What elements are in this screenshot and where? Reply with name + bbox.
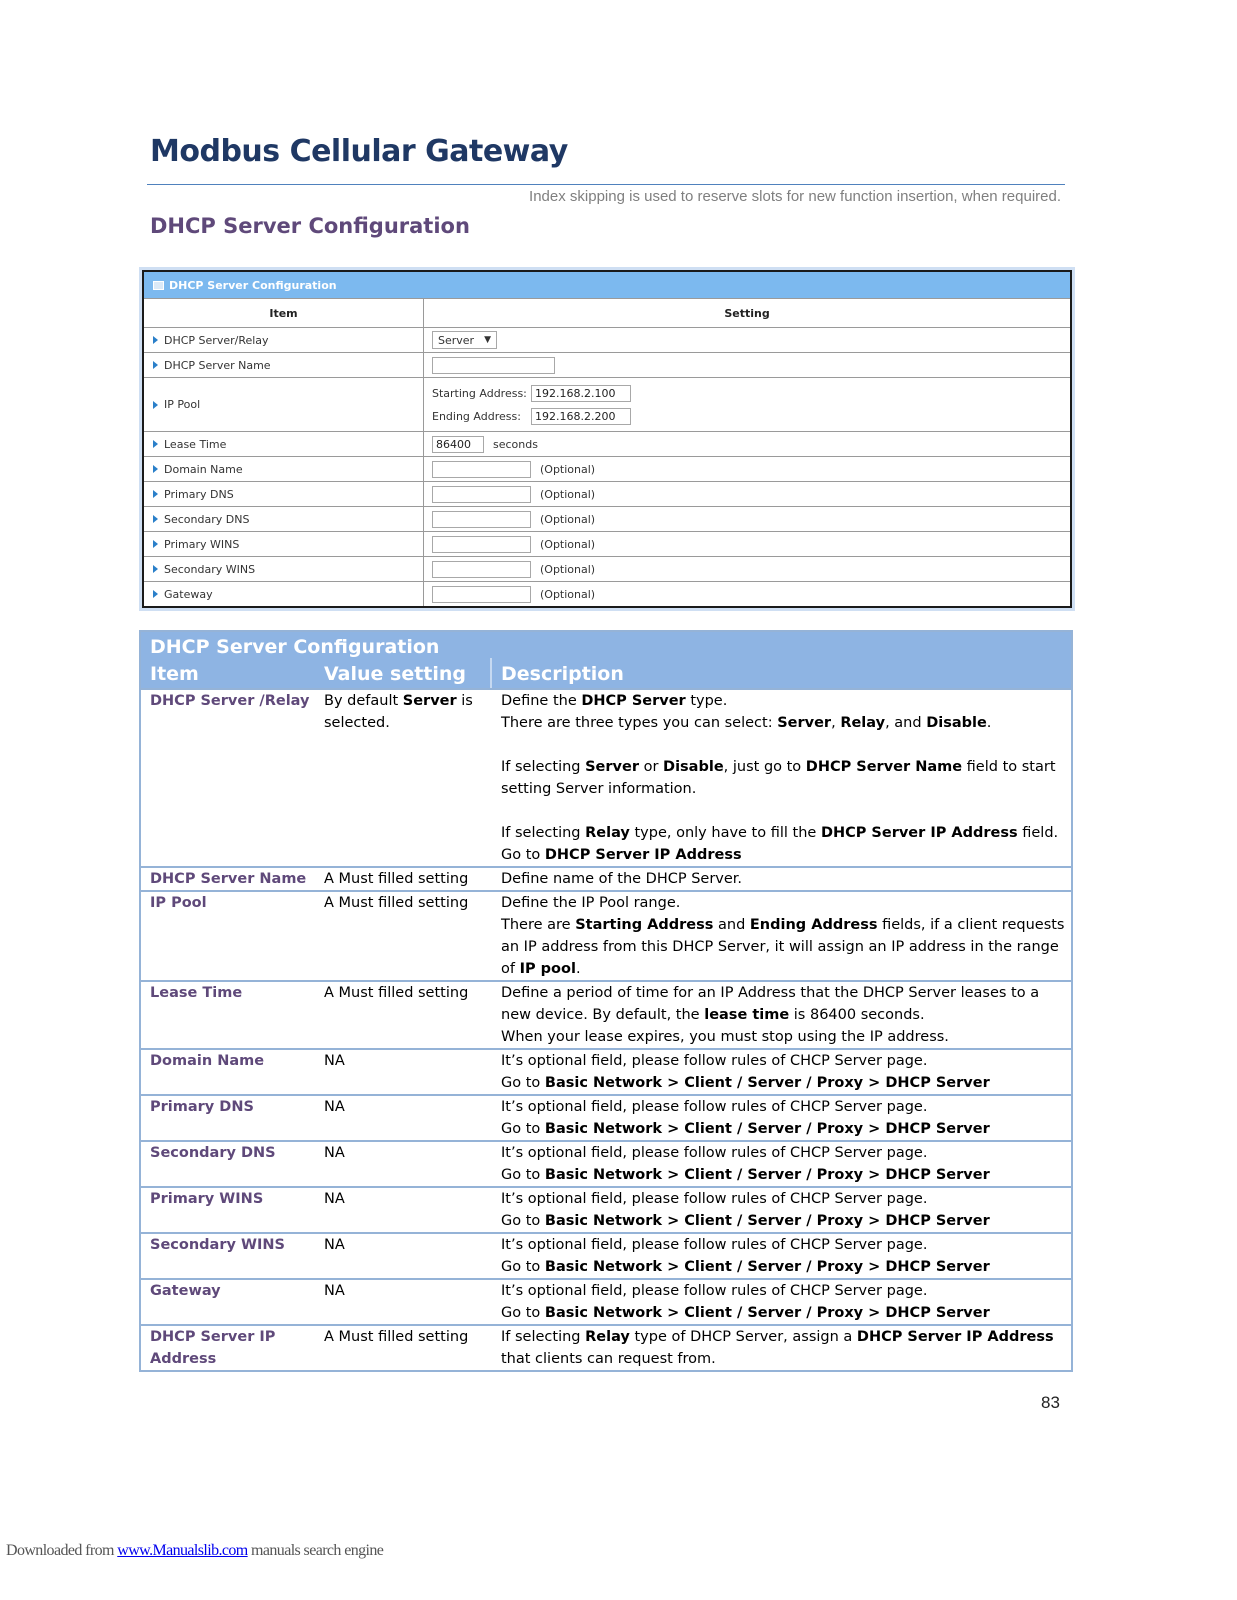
value-setting: NA	[324, 1053, 345, 1069]
value-setting: NA	[324, 1191, 345, 1207]
description: It’s optional field, please follow rules of CHCP Server page. Go to Basic Network > Client / Server / Proxy > DHCP Server	[501, 1283, 990, 1321]
description: Define a period of time for an IP Address that the DHCP Server leases to a new device. By default, the lease time is 86400 seconds. When your lease expires, you must stop using the IP address.	[501, 985, 1040, 1045]
item-name: Primary DNS	[150, 1099, 254, 1115]
row-dhcp-server-name	[144, 352, 1070, 377]
optional-hint: (Optional)	[540, 462, 596, 476]
panel-header	[144, 272, 1070, 298]
row-secondary-wins	[144, 556, 1070, 581]
secondary-wins-input[interactable]	[432, 561, 531, 578]
row-label: Primary WINS	[164, 537, 240, 551]
gateway-input[interactable]	[432, 586, 531, 603]
row-dhcp-server-relay	[144, 327, 1070, 352]
row-label: DHCP Server Name	[164, 358, 271, 372]
row-label: IP Pool	[164, 398, 201, 411]
description: It’s optional field, please follow rules of CHCP Server page. Go to Basic Network > Client / Server / Proxy > DHCP Server	[501, 1145, 990, 1183]
section-title: DHCP Server Configuration	[150, 214, 470, 238]
primary-dns-input[interactable]	[432, 486, 531, 503]
row-label: Primary DNS	[164, 487, 234, 501]
description: If selecting Relay type of DHCP Server, assign a DHCP Server IP Address that clients can request from.	[501, 1329, 1054, 1367]
description: It’s optional field, please follow rules of CHCP Server page. Go to Basic Network > Client / Server / Proxy > DHCP Server	[501, 1053, 990, 1091]
table-title: DHCP Server Configuration	[150, 636, 440, 658]
value-setting: By default Server is selected.	[324, 693, 473, 731]
row-label: Gateway	[164, 587, 213, 601]
col-value-setting: Value setting	[315, 658, 492, 688]
caret-right-icon	[153, 336, 158, 344]
table-header	[141, 632, 1071, 688]
item-name: Secondary WINS	[150, 1237, 285, 1253]
row-lease-time	[144, 431, 1070, 456]
dropdown-arrow-icon: ▼	[484, 335, 491, 345]
value-setting: A Must filled setting	[324, 895, 469, 911]
panel-icon	[153, 281, 164, 290]
title-divider	[147, 184, 1065, 185]
panel-col-item: Item	[144, 299, 424, 327]
lease-time-input[interactable]: 86400	[432, 436, 484, 453]
table-row-lease-time	[141, 980, 1071, 1048]
dhcp-mode-select[interactable]	[432, 331, 497, 349]
caret-right-icon	[153, 361, 158, 369]
item-name: IP Pool	[150, 895, 207, 911]
select-value: Server	[438, 333, 475, 347]
item-name: Gateway	[150, 1283, 221, 1299]
row-primary-dns	[144, 481, 1070, 506]
caret-right-icon	[153, 540, 158, 548]
row-label: DHCP Server/Relay	[164, 333, 269, 347]
caret-right-icon	[153, 440, 158, 448]
secondary-dns-input[interactable]	[432, 511, 531, 528]
description: Define the DHCP Server type. There are three types you can select: Server, Relay, and Disable. If selecting Server or Disable, just go to DHCP Server Name field to start setting Server information. If selecting Relay type, only have to fill the DHCP Server IP Address field. Go to DHCP Server IP Address	[501, 693, 1059, 863]
primary-wins-input[interactable]	[432, 536, 531, 553]
item-name: Lease Time	[150, 985, 243, 1001]
table-row-secondary-wins	[141, 1232, 1071, 1278]
description: It’s optional field, please follow rules of CHCP Server page. Go to Basic Network > Client / Server / Proxy > DHCP Server	[501, 1191, 990, 1229]
optional-hint: (Optional)	[540, 537, 596, 551]
end-address-label: Ending Address:	[432, 409, 521, 423]
description: Define name of the DHCP Server.	[501, 871, 743, 887]
caret-right-icon	[153, 490, 158, 498]
table-row-primary-wins	[141, 1186, 1071, 1232]
value-setting: A Must filled setting	[324, 1329, 469, 1345]
value-setting: NA	[324, 1145, 345, 1161]
description: It’s optional field, please follow rules of CHCP Server page. Go to Basic Network > Client / Server / Proxy > DHCP Server	[501, 1099, 990, 1137]
table-row-dhcp-server-ip-address	[141, 1324, 1071, 1370]
item-name: Domain Name	[150, 1053, 265, 1069]
item-name: DHCP Server IP Address	[150, 1329, 276, 1367]
row-label: Domain Name	[164, 462, 243, 476]
row-label: Secondary WINS	[164, 562, 256, 576]
description: Define the IP Pool range. There are Starting Address and Ending Address fields, if a client requests an IP address from this DHCP Server, it will assign an IP address in the range of IP pool.	[501, 895, 1065, 977]
description-table	[139, 630, 1073, 1372]
caret-right-icon	[153, 565, 158, 573]
row-domain-name	[144, 456, 1070, 481]
row-label: Lease Time	[164, 437, 227, 451]
lease-time-unit: seconds	[493, 437, 538, 451]
download-footer: Downloaded from www.Manualslib.com manuals search engine	[6, 1542, 384, 1559]
table-row-dhcp-server-name	[141, 866, 1071, 890]
table-row-ip-pool	[141, 890, 1071, 980]
panel-column-header	[144, 298, 1070, 327]
header-note: Index skipping is used to reserve slots for new function insertion, when required.	[529, 188, 1061, 205]
page-number: 83	[1041, 1393, 1060, 1412]
table-row-primary-dns	[141, 1094, 1071, 1140]
item-name: DHCP Server Name	[150, 871, 307, 887]
col-item: Item	[150, 663, 199, 685]
caret-right-icon	[153, 590, 158, 598]
table-row-dhcp-server-relay	[141, 688, 1071, 866]
panel-title: DHCP Server Configuration	[169, 278, 337, 292]
value-setting: NA	[324, 1283, 345, 1299]
domain-name-input[interactable]	[432, 461, 531, 478]
row-gateway	[144, 581, 1070, 606]
optional-hint: (Optional)	[540, 487, 596, 501]
value-setting: A Must filled setting	[324, 871, 469, 887]
table-row-secondary-dns	[141, 1140, 1071, 1186]
document-title: Modbus Cellular Gateway	[150, 134, 568, 169]
optional-hint: (Optional)	[540, 587, 596, 601]
description: It’s optional field, please follow rules of CHCP Server page. Go to Basic Network > Client / Server / Proxy > DHCP Server	[501, 1237, 990, 1275]
value-setting: NA	[324, 1237, 345, 1253]
row-primary-wins	[144, 531, 1070, 556]
optional-hint: (Optional)	[540, 562, 596, 576]
start-address-label: Starting Address:	[432, 386, 527, 400]
optional-hint: (Optional)	[540, 512, 596, 526]
value-setting: A Must filled setting	[324, 985, 469, 1001]
dhcp-config-screenshot	[142, 270, 1072, 608]
row-secondary-dns	[144, 506, 1070, 531]
manualslib-link[interactable]: www.Manualslib.com	[117, 1542, 248, 1559]
panel-col-setting: Setting	[724, 306, 770, 320]
item-name: DHCP Server /Relay	[150, 693, 310, 709]
row-ip-pool	[144, 377, 1070, 431]
caret-right-icon	[153, 401, 158, 409]
col-description: Description	[501, 663, 624, 685]
table-row-gateway	[141, 1278, 1071, 1324]
start-address-input[interactable]: 192.168.2.100	[531, 385, 631, 402]
table-row-domain-name	[141, 1048, 1071, 1094]
caret-right-icon	[153, 515, 158, 523]
item-name: Primary WINS	[150, 1191, 264, 1207]
caret-right-icon	[153, 465, 158, 473]
server-name-input[interactable]	[432, 357, 555, 374]
end-address-input[interactable]: 192.168.2.200	[531, 408, 631, 425]
row-label: Secondary DNS	[164, 512, 250, 526]
item-name: Secondary DNS	[150, 1145, 276, 1161]
value-setting: NA	[324, 1099, 345, 1115]
